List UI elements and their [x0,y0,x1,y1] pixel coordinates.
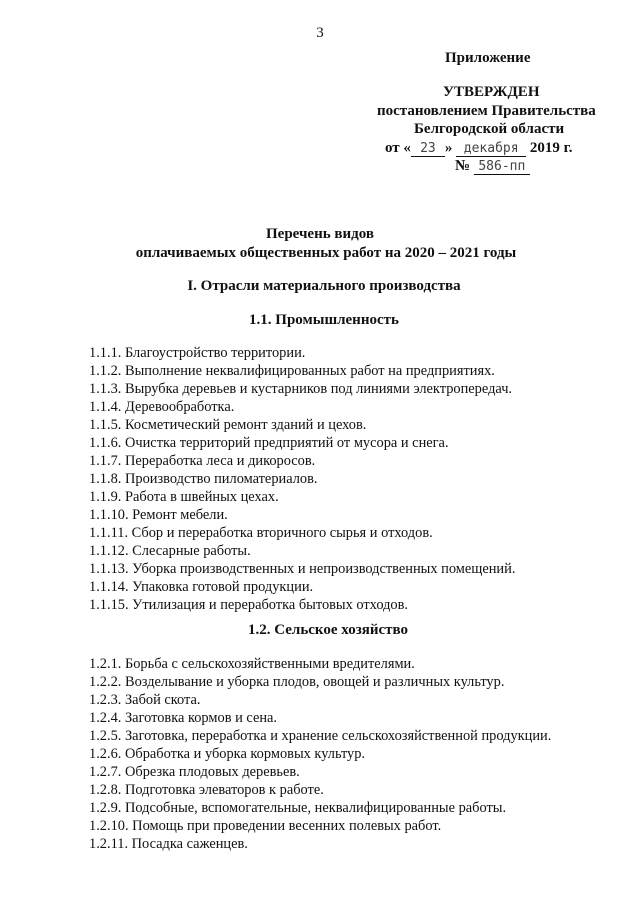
list-item: 1.2.8. Подготовка элеваторов к работе. [89,782,324,798]
appendix-label: Приложение [445,50,531,66]
list-item: 1.1.6. Очистка территорий предприятий от мусора и снега. [89,435,449,451]
region-line: Белгородской области [414,121,565,137]
title-line-2: оплачиваемых общественных работ на 2020 – 2021 годы [135,245,517,261]
list-item: 1.1.13. Уборка производственных и непроизводственных помещений. [89,561,516,577]
section-heading: I. Отрасли материального производства [187,278,461,294]
resolution-number [455,158,530,175]
list-item: 1.1.9. Работа в швейных цехах. [89,489,279,505]
list-item: 1.1.11. Сбор и переработка вторичного сырья и отходов. [89,525,433,541]
list-item: 1.2.5. Заготовка, переработка и хранение сельскохозяйственной продукции. [89,728,552,744]
number-value: 586-пп [474,160,530,175]
list-item: 1.2.9. Подсобные, вспомогательные, неквалифицированные работы. [89,800,507,816]
list-item: 1.2.10. Помощь при проведении весенних полевых работ. [89,818,442,834]
date-day: 23 [411,142,445,157]
industry-list [89,344,515,614]
date-mid: » [444,140,453,156]
agriculture-list [89,655,551,853]
date-year: 2019 г. [529,140,573,156]
list-item: 1.2.1. Борьба с сельскохозяйственными вредителями. [89,656,415,672]
number-prefix: № [455,158,471,174]
list-item: 1.1.7. Переработка леса и дикоросов. [89,453,316,469]
list-item: 1.1.5. Косметический ремонт зданий и цехов. [89,417,367,433]
approved-label: УТВЕРЖДЕН [443,84,540,100]
page-number: 3 [316,25,324,41]
list-item: 1.2.7. Обрезка плодовых деревьев. [89,764,300,780]
list-item: 1.1.10. Ремонт мебели. [89,507,228,523]
list-item: 1.2.3. Забой скота. [89,692,201,708]
list-item: 1.2.2. Возделывание и уборка плодов, овощей и различных культур. [89,674,505,690]
list-item: 1.1.14. Упаковка готовой продукции. [89,579,314,595]
list-item: 1.2.4. Заготовка кормов и сена. [89,710,278,726]
list-item: 1.1.3. Вырубка деревьев и кустарников под линиями электропередач. [89,381,513,397]
list-item: 1.2.6. Обработка и уборка кормовых культур. [89,746,366,762]
approval-date [385,140,573,157]
list-item: 1.1.8. Производство пиломатериалов. [89,471,318,487]
date-month: декабря [456,142,526,157]
subsection-heading-2: 1.2. Сельское хозяйство [247,622,409,638]
list-item: 1.1.4. Деревообработка. [89,399,235,415]
title-line-1: Перечень видов [266,226,374,242]
list-item: 1.1.15. Утилизация и переработка бытовых отходов. [89,597,409,613]
approved-by-line: постановлением Правительства [377,103,596,119]
date-prefix: от « [385,140,411,156]
subsection-heading-1: 1.1. Промышленность [249,312,399,328]
list-item: 1.2.11. Посадка саженцев. [89,836,248,852]
list-item: 1.1.1. Благоустройство территории. [89,345,306,361]
list-item: 1.1.2. Выполнение неквалифицированных работ на предприятиях. [89,363,495,379]
list-item: 1.1.12. Слесарные работы. [89,543,251,559]
